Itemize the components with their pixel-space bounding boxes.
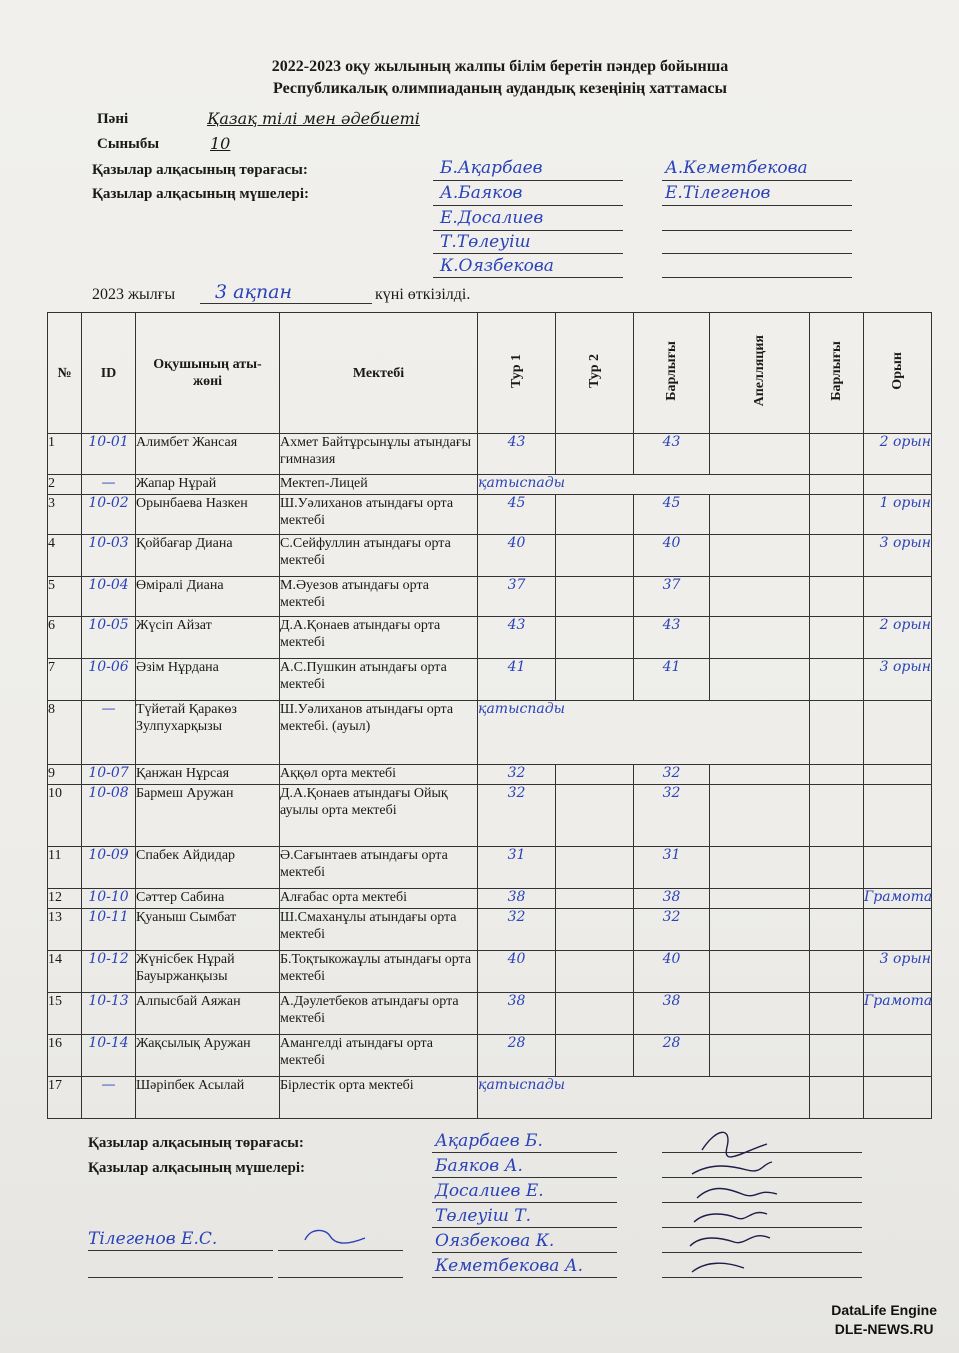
appeal-cell xyxy=(710,535,810,577)
table-row xyxy=(48,495,932,535)
row-id: 10-01 xyxy=(82,434,136,475)
header-place: Орын xyxy=(890,351,905,390)
student-name: Өміралі Диана xyxy=(136,577,280,617)
school-name: Аққөл орта мектебі xyxy=(280,765,478,785)
signature-line xyxy=(88,1277,273,1278)
school-name: Д.А.Қонаев атындағы орта мектебі xyxy=(280,617,478,659)
school-name: Ш.Уәлиханов атындағы орта мектебі xyxy=(280,495,478,535)
date-value: 3 ақпан xyxy=(215,281,293,303)
total2-cell xyxy=(810,993,864,1035)
signature-line xyxy=(433,230,623,231)
signature-line xyxy=(662,253,852,254)
school-name: Бірлестік орта мектебі xyxy=(280,1077,478,1119)
tour2-score xyxy=(556,495,634,535)
row-id: 10-14 xyxy=(82,1035,136,1077)
appeal-cell xyxy=(710,785,810,847)
row-id: 10-06 xyxy=(82,659,136,701)
signature-line xyxy=(433,180,623,181)
table-row xyxy=(48,434,932,475)
total2-cell xyxy=(810,617,864,659)
student-name: Түйетай Қаракөз Зулпухарқызы xyxy=(136,701,280,765)
header-appeal: Апелляция xyxy=(752,334,767,407)
row-number: 14 xyxy=(48,951,82,993)
tour2-score xyxy=(556,847,634,889)
row-id: 10-12 xyxy=(82,951,136,993)
place-cell xyxy=(864,475,932,495)
student-name: Алимбет Жансая xyxy=(136,434,280,475)
place-cell xyxy=(864,785,932,847)
row-number: 13 xyxy=(48,909,82,951)
student-name: Қуаныш Сымбат xyxy=(136,909,280,951)
total2-cell xyxy=(810,659,864,701)
date-line xyxy=(200,303,372,304)
signature-line xyxy=(433,253,623,254)
total-score: 38 xyxy=(634,993,710,1035)
total-score: 40 xyxy=(634,535,710,577)
tour2-score xyxy=(556,535,634,577)
student-name: Қанжан Нұрсая xyxy=(136,765,280,785)
results-table xyxy=(47,312,932,1119)
appeal-cell xyxy=(710,1035,810,1077)
subject-label: Пәні xyxy=(97,111,129,127)
row-number: 2 xyxy=(48,475,82,495)
row-number: 10 xyxy=(48,785,82,847)
appeal-cell xyxy=(710,659,810,701)
total2-cell xyxy=(810,909,864,951)
student-name: Жүнісбек Нұрай Бауыржанқызы xyxy=(136,951,280,993)
appeal-cell xyxy=(710,847,810,889)
school-name: Д.А.Қонаев атындағы Ойық ауылы орта мектебі xyxy=(280,785,478,847)
student-name: Бармеш Аружан xyxy=(136,785,280,847)
total-score: 45 xyxy=(634,495,710,535)
table-header-row xyxy=(48,313,932,434)
subject-value: Қазақ тілі мен әдебиеті xyxy=(207,109,420,128)
school-name: А.С.Пушкин атындағы орта мектебі xyxy=(280,659,478,701)
total2-cell xyxy=(810,434,864,475)
table-row xyxy=(48,765,932,785)
row-id: 10-09 xyxy=(82,847,136,889)
footer-left-name: Тілегенов Е.С. xyxy=(88,1229,218,1249)
row-number: 5 xyxy=(48,577,82,617)
table-row xyxy=(48,847,932,889)
place-cell xyxy=(864,847,932,889)
signature-scribbles xyxy=(672,1122,782,1282)
row-number: 16 xyxy=(48,1035,82,1077)
row-number: 1 xyxy=(48,434,82,475)
student-name: Спабек Айдидар xyxy=(136,847,280,889)
tour1-score: 40 xyxy=(478,951,556,993)
signature-line xyxy=(432,1252,617,1253)
school-name: Алғабас орта мектебі xyxy=(280,889,478,909)
row-id: 10-13 xyxy=(82,993,136,1035)
appeal-cell xyxy=(710,909,810,951)
school-name: Б.Тоқтыкожаұлы атындағы орта мектебі xyxy=(280,951,478,993)
date-suffix: күні өткізілді. xyxy=(375,286,471,303)
total-score: 32 xyxy=(634,909,710,951)
tour1-score: 37 xyxy=(478,577,556,617)
tour2-score xyxy=(556,993,634,1035)
watermark-line-1: DataLife Engine xyxy=(831,1302,937,1318)
place-cell xyxy=(864,1035,932,1077)
appeal-cell xyxy=(710,617,810,659)
total2-cell xyxy=(810,535,864,577)
total-score: 32 xyxy=(634,765,710,785)
watermark xyxy=(831,1301,937,1339)
school-name: А.Дәулетбеков атындағы орта мектебі xyxy=(280,993,478,1035)
total-score: 31 xyxy=(634,847,710,889)
jury-name: А.Кеметбекова xyxy=(665,158,808,178)
total2-cell xyxy=(810,475,864,495)
jury-name: Е.Досалиев xyxy=(440,208,544,228)
footer-members-label: Қазылар алқасының мүшелері: xyxy=(88,1160,306,1176)
place-cell: 2 орын xyxy=(864,617,932,659)
tour1-score: 43 xyxy=(478,434,556,475)
tour1-score: 32 xyxy=(478,785,556,847)
row-number: 3 xyxy=(48,495,82,535)
school-name: Ахмет Байтұрсынұлы атындағы гимназия xyxy=(280,434,478,475)
place-cell: Грамота xyxy=(864,889,932,909)
table-row xyxy=(48,701,932,765)
student-name: Қойбағар Диана xyxy=(136,535,280,577)
title-line-2: Республикалық олимпиаданың аудандық кезеңінің хаттамасы xyxy=(273,80,727,97)
total-score: 37 xyxy=(634,577,710,617)
table-row xyxy=(48,659,932,701)
school-name: М.Әуезов атындағы орта мектебі xyxy=(280,577,478,617)
row-id: 10-03 xyxy=(82,535,136,577)
row-number: 8 xyxy=(48,701,82,765)
tour2-score xyxy=(556,1035,634,1077)
signature-line xyxy=(278,1277,403,1278)
tour2-score xyxy=(556,765,634,785)
tour2-score xyxy=(556,659,634,701)
table-row xyxy=(48,993,932,1035)
header-tour2: Тур 2 xyxy=(587,353,602,388)
total2-cell xyxy=(810,701,864,765)
school-name: Амангелді атындағы орта мектебі xyxy=(280,1035,478,1077)
row-number: 11 xyxy=(48,847,82,889)
table-row xyxy=(48,535,932,577)
tour2-score xyxy=(556,951,634,993)
tour2-score xyxy=(556,434,634,475)
total2-cell xyxy=(810,577,864,617)
header-id: ID xyxy=(82,313,136,434)
title-line-1: 2022-2023 оқу жылының жалпы білім беретін пәндер бойынша xyxy=(271,58,729,75)
signature-line xyxy=(432,1202,617,1203)
row-number: 15 xyxy=(48,993,82,1035)
header-name: Оқушының аты-жөні xyxy=(136,313,280,434)
signature-line xyxy=(432,1177,617,1178)
jury-members-label: Қазылар алқасының мүшелері: xyxy=(92,186,310,202)
place-cell xyxy=(864,1077,932,1119)
signature-line xyxy=(662,205,852,206)
row-number: 4 xyxy=(48,535,82,577)
footer-chair-label: Қазылар алқасының төрағасы: xyxy=(88,1135,304,1151)
row-id: 10-11 xyxy=(82,909,136,951)
place-cell: 3 орын xyxy=(864,951,932,993)
total-score: 40 xyxy=(634,951,710,993)
student-name: Шәріпбек Асылай xyxy=(136,1077,280,1119)
place-cell xyxy=(864,577,932,617)
total2-cell xyxy=(810,1035,864,1077)
header-no: № xyxy=(48,313,82,434)
signature-line xyxy=(433,277,623,278)
jury-name: К.Оязбекова xyxy=(440,256,554,276)
header-total2: Барлығы xyxy=(829,340,844,401)
row-id: 10-07 xyxy=(82,765,136,785)
school-name: Ш.Уәлиханов атындағы орта мектебі. (ауыл) xyxy=(280,701,478,765)
total2-cell xyxy=(810,889,864,909)
watermark-line-2: DLE-NEWS.RU xyxy=(834,1321,934,1337)
table-row xyxy=(48,951,932,993)
table-row xyxy=(48,909,932,951)
tour2-score xyxy=(556,577,634,617)
row-number: 12 xyxy=(48,889,82,909)
signature-scribble xyxy=(300,1226,370,1250)
row-number: 9 xyxy=(48,765,82,785)
signature-line xyxy=(662,230,852,231)
row-id: 10-02 xyxy=(82,495,136,535)
tour1-score: 45 xyxy=(478,495,556,535)
place-cell xyxy=(864,701,932,765)
signature-line xyxy=(432,1152,617,1153)
signature-line xyxy=(432,1277,617,1278)
place-cell: Грамота xyxy=(864,993,932,1035)
header-school: Мектебі xyxy=(280,313,478,434)
tour1-score: 32 xyxy=(478,909,556,951)
tour1-score: 38 xyxy=(478,889,556,909)
total-score: 41 xyxy=(634,659,710,701)
tour1-score: 38 xyxy=(478,993,556,1035)
jury-name: Т.Төлеуіш xyxy=(440,232,531,252)
total-score: 43 xyxy=(634,434,710,475)
appeal-cell xyxy=(710,495,810,535)
row-id: 10-08 xyxy=(82,785,136,847)
school-name: Ш.Смаханұлы атындағы орта мектебі xyxy=(280,909,478,951)
place-cell xyxy=(864,909,932,951)
table-row xyxy=(48,577,932,617)
signature-line xyxy=(662,277,852,278)
tour1-score: 32 xyxy=(478,765,556,785)
total2-cell xyxy=(810,785,864,847)
place-cell: 3 орын xyxy=(864,659,932,701)
header-total: Барлығы xyxy=(664,340,679,401)
student-name: Орынбаева Назкен xyxy=(136,495,280,535)
student-name: Жақсылық Аружан xyxy=(136,1035,280,1077)
footer-jury-name: Досалиев Е. xyxy=(435,1181,544,1201)
total2-cell xyxy=(810,951,864,993)
student-name: Сәттер Сабина xyxy=(136,889,280,909)
row-number: 7 xyxy=(48,659,82,701)
place-cell xyxy=(864,765,932,785)
student-name: Әзім Нұрдана xyxy=(136,659,280,701)
signature-line xyxy=(88,1250,273,1251)
place-cell: 2 орын xyxy=(864,434,932,475)
tour2-score xyxy=(556,889,634,909)
row-id: — xyxy=(82,1077,136,1119)
student-name: Алпысбай Аяжан xyxy=(136,993,280,1035)
jury-name: Е.Тілегенов xyxy=(665,183,771,203)
appeal-cell xyxy=(710,765,810,785)
student-name: Жүсіп Айзат xyxy=(136,617,280,659)
row-id: 10-04 xyxy=(82,577,136,617)
place-cell: 3 орын xyxy=(864,535,932,577)
table-row xyxy=(48,1077,932,1119)
row-id: 10-10 xyxy=(82,889,136,909)
grade-label: Сыныбы xyxy=(97,136,160,152)
grade-value: 10 xyxy=(210,134,231,153)
school-name: Ә.Сағынтаев атындағы орта мектебі xyxy=(280,847,478,889)
footer-jury-name: Баяков А. xyxy=(435,1156,523,1176)
footer-jury-name: Ақарбаев Б. xyxy=(435,1131,543,1151)
table-row xyxy=(48,475,932,495)
absent-note: қатыспады xyxy=(478,701,810,765)
jury-name: Б.Ақарбаев xyxy=(440,158,543,178)
place-cell: 1 орын xyxy=(864,495,932,535)
jury-chair-label: Қазылар алқасының төрағасы: xyxy=(92,162,308,178)
row-number: 6 xyxy=(48,617,82,659)
total2-cell xyxy=(810,765,864,785)
table-row xyxy=(48,617,932,659)
appeal-cell xyxy=(710,951,810,993)
footer-jury-name: Төлеуіш Т. xyxy=(435,1206,532,1226)
table-row xyxy=(48,1035,932,1077)
absent-note: қатыспады xyxy=(478,475,810,495)
signature-line xyxy=(433,205,623,206)
tour1-score: 40 xyxy=(478,535,556,577)
total-score: 43 xyxy=(634,617,710,659)
total2-cell xyxy=(810,1077,864,1119)
signature-line xyxy=(432,1227,617,1228)
total-score: 32 xyxy=(634,785,710,847)
total-score: 28 xyxy=(634,1035,710,1077)
footer-jury-name: Оязбекова К. xyxy=(435,1231,555,1251)
total-score: 38 xyxy=(634,889,710,909)
tour1-score: 41 xyxy=(478,659,556,701)
row-id: — xyxy=(82,701,136,765)
tour1-score: 31 xyxy=(478,847,556,889)
appeal-cell xyxy=(710,993,810,1035)
row-id: — xyxy=(82,475,136,495)
school-name: Мектеп-Лицей xyxy=(280,475,478,495)
row-id: 10-05 xyxy=(82,617,136,659)
tour1-score: 43 xyxy=(478,617,556,659)
date-prefix: 2023 жылғы xyxy=(92,286,176,303)
tour1-score: 28 xyxy=(478,1035,556,1077)
signature-line xyxy=(662,180,852,181)
student-name: Жапар Нұрай xyxy=(136,475,280,495)
header-tour1: Тур 1 xyxy=(509,353,524,388)
appeal-cell xyxy=(710,889,810,909)
table-row xyxy=(48,785,932,847)
total2-cell xyxy=(810,847,864,889)
school-name: С.Сейфуллин атындағы орта мектебі xyxy=(280,535,478,577)
jury-name: А.Баяков xyxy=(440,183,523,203)
table-row xyxy=(48,889,932,909)
tour2-score xyxy=(556,617,634,659)
total2-cell xyxy=(810,495,864,535)
absent-note: қатыспады xyxy=(478,1077,810,1119)
signature-line xyxy=(278,1250,403,1251)
footer-jury-name: Кеметбекова А. xyxy=(435,1256,584,1276)
row-number: 17 xyxy=(48,1077,82,1119)
tour2-score xyxy=(556,909,634,951)
tour2-score xyxy=(556,785,634,847)
appeal-cell xyxy=(710,577,810,617)
appeal-cell xyxy=(710,434,810,475)
